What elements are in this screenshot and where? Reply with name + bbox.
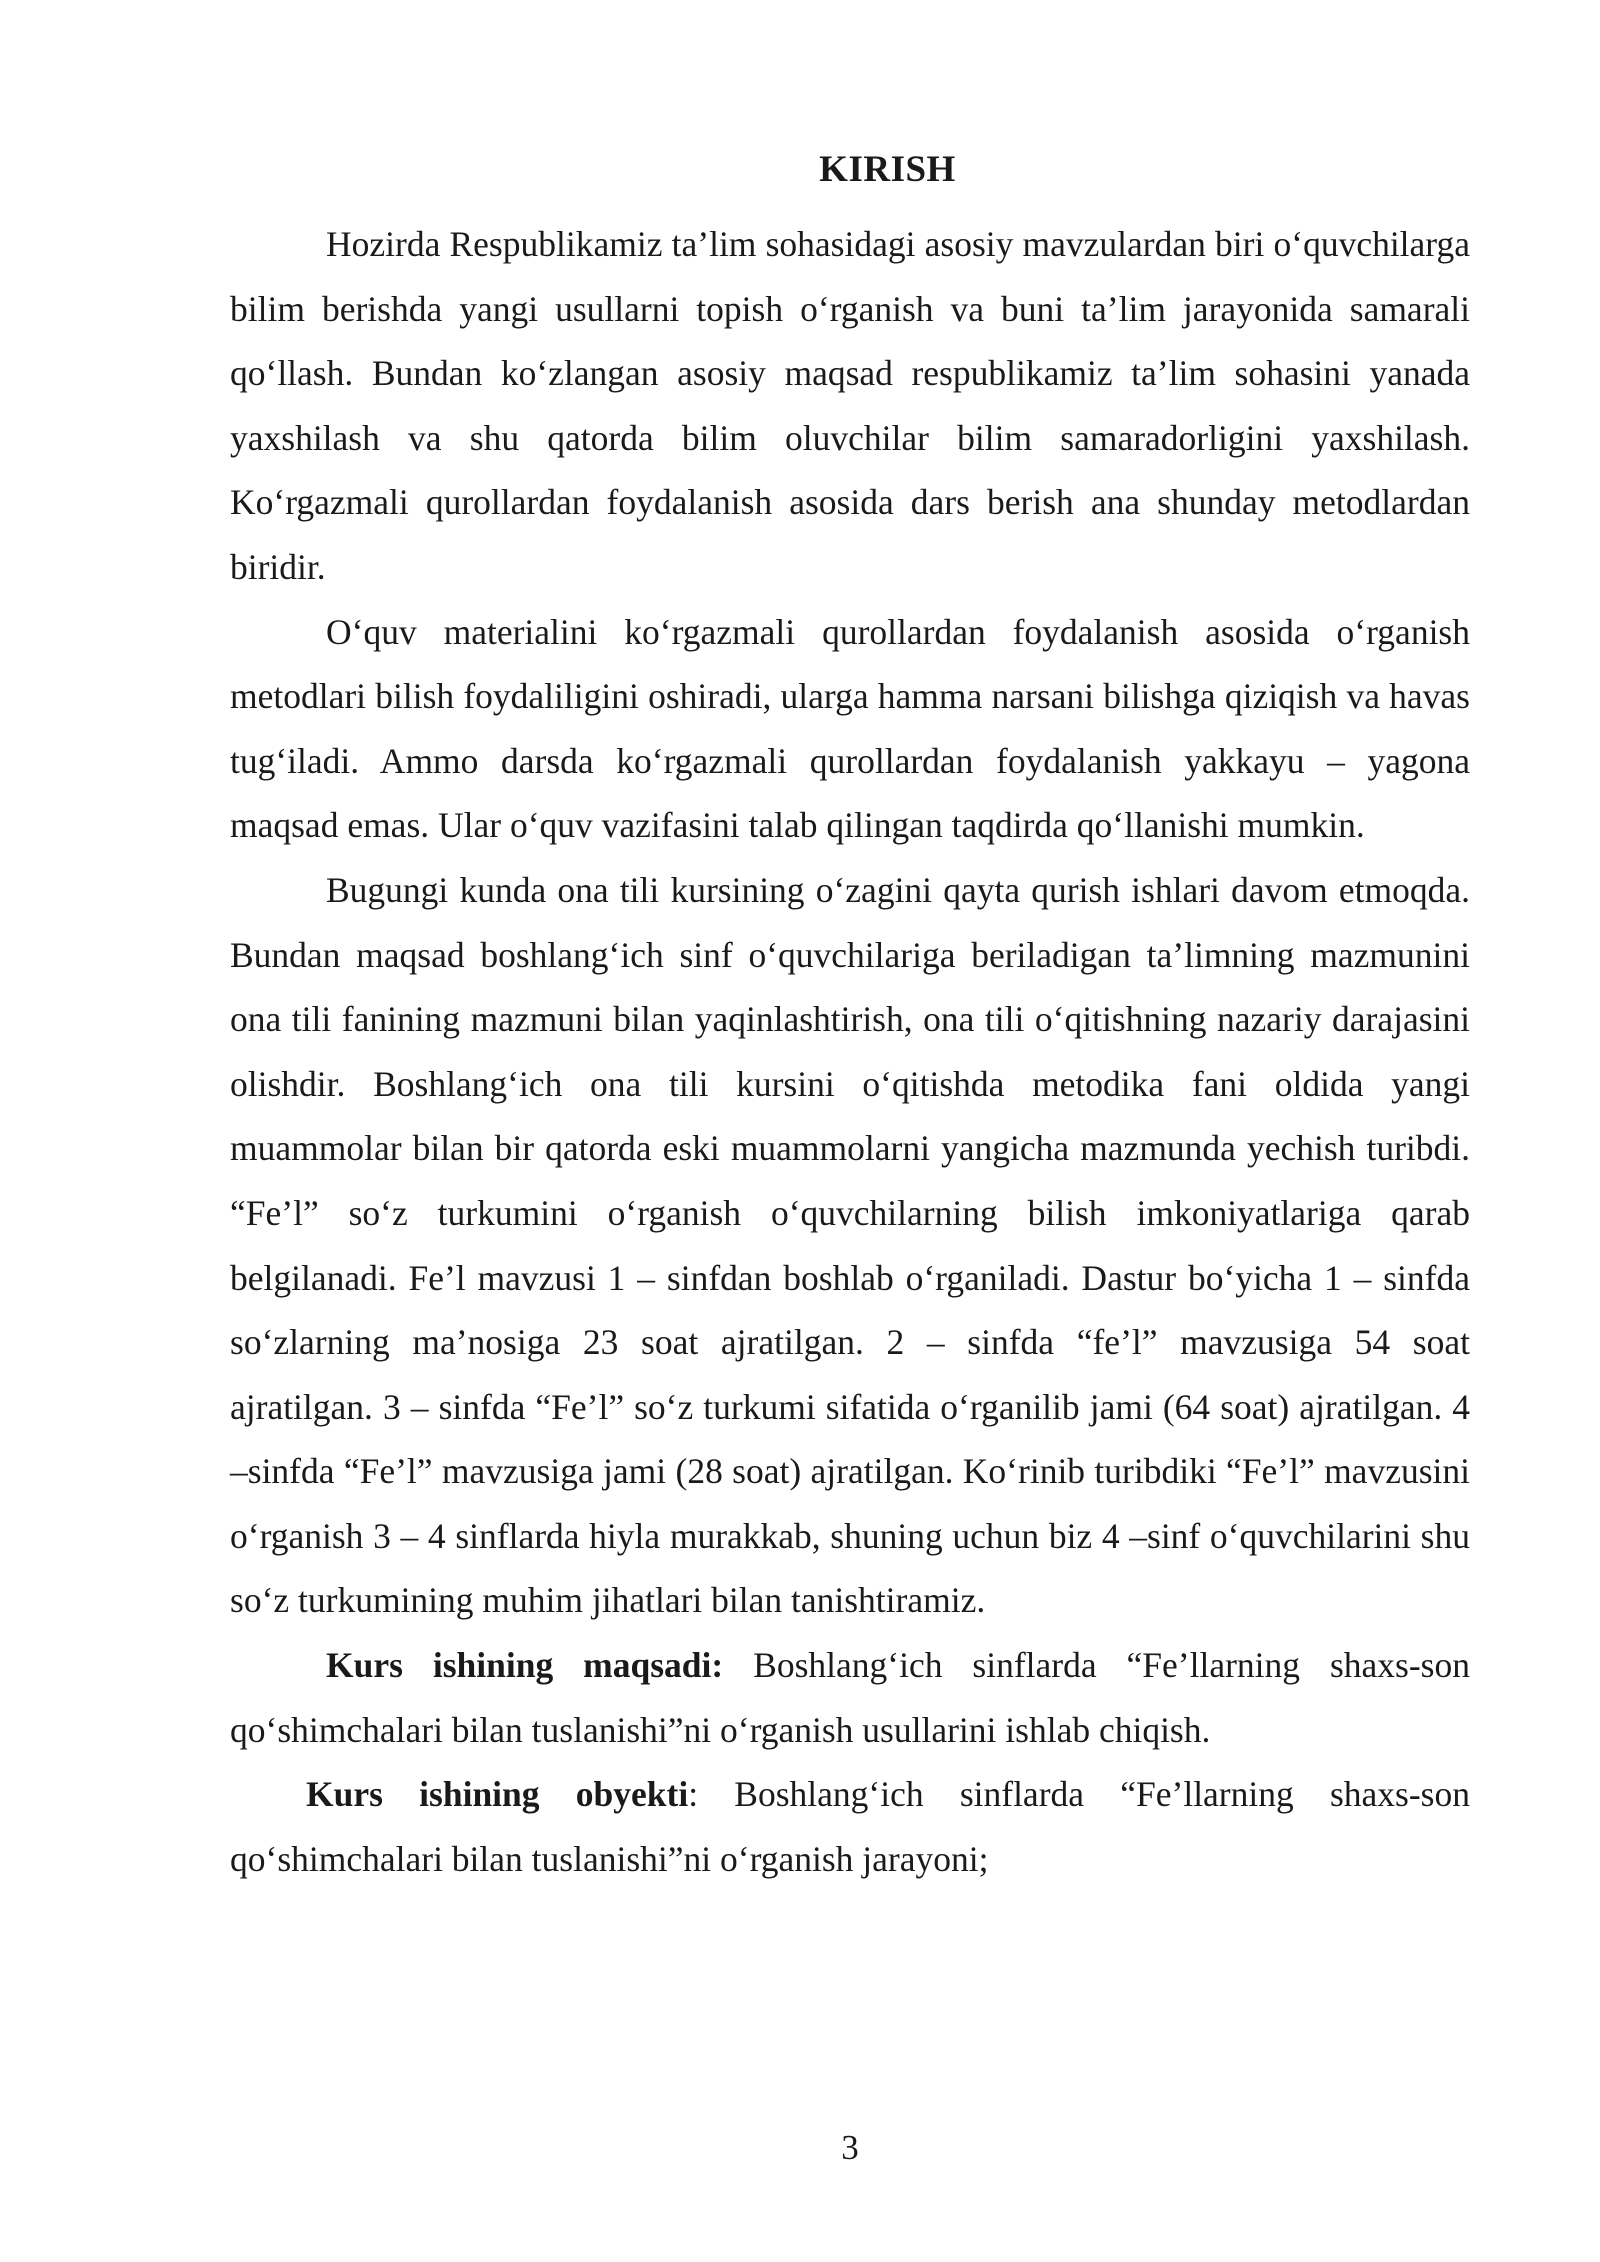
course-object-text: : Boshlang‘ich sinflarda “Fe’llarning shaxs-son qo‘shimchalari bilan tuslanishi”ni o‘rganish jarayoni;: [230, 1774, 1470, 1879]
course-goal-label: Kurs ishining maqsadi:: [326, 1645, 724, 1686]
paragraph-course-goal: [230, 1633, 1470, 1762]
paragraph-intro: Hozirda Respublikamiz ta’lim sohasidagi asosiy mavzulardan biri o‘quvchilarga bilim berishda yangi usullarni topish o‘rganish va buni ta’lim jarayonida samarali qo‘llash. Bundan ko‘zlangan asosiy maqsad respublikamiz ta’lim sohasini yanada yaxshilash va shu qatorda bilim oluvchilar bilim samaradorligini yaxshilash. Ko‘rgazmali qurollardan foydalanish asosida dars berish ana shunday metodlardan biridir.: [230, 224, 1470, 587]
document-body: [230, 212, 1470, 1891]
paragraph-course-object: [230, 1762, 1470, 1891]
page-title: KIRISH: [819, 149, 956, 190]
course-goal-text: Boshlang‘ich sinflarda “Fe’llarning shaxs-son qo‘shimchalari bilan tuslanishi”ni o‘rganish usullarini ishlab chiqish.: [230, 1645, 1471, 1750]
course-object-label: Kurs ishining obyekti: [306, 1774, 689, 1815]
paragraph-materials: O‘quv materialini ko‘rgazmali qurollardan foydalanish asosida o‘rganish metodlari bilish foydaliligini oshiradi, ularga hamma narsani bilishga qiziqish va havas tug‘iladi. Ammo darsda ko‘rgazmali qurollardan foydalanish yakkayu – yagona maqsad emas. Ular o‘quv vazifasini talab qilingan taqdirda qo‘llanishi mumkin.: [230, 611, 1470, 846]
page-number: 3: [841, 2128, 859, 2167]
paragraph-curriculum: Bugungi kunda ona tili kursining o‘zagini qayta qurish ishlari davom etmoqda. Bundan maqsad boshlang‘ich sinf o‘quvchilariga beriladigan ta’limning mazmunini ona tili fanining mazmuni bilan yaqinlashtirish, ona tili o‘qitishning nazariy darajasini olishdir. Boshlang‘ich ona tili kursini o‘qitishda metodika fani oldida yangi muammolar bilan bir qatorda eski muammolarni yangicha mazmunda yechish turibdi. “Fe’l” so‘z turkumini o‘rganish o‘quvchilarning bilish imkoniyatlariga qarab belgilanadi. Fe’l mavzusi 1 – sinfdan boshlab o‘rganiladi. Dastur bo‘yicha 1 – sinfda so‘zlarning ma’nosiga 23 soat ajratilgan. 2 – sinfda “fe’l” mavzusiga 54 soat ajratilgan. 3 – sinfda “Fe’l” so‘z turkumi sifatida o‘rganilib jami (64 soat) ajratilgan. 4 –sinfda “Fe’l” mavzusiga jami (28 soat) ajratilgan. Ko‘rinib turibdiki “Fe’l” mavzusini o‘rganish 3 – 4 sinflarda hiyla murakkab, shuning uchun biz 4 –sinf o‘quvchilarini shu so‘z turkumining muhim jihatlari bilan tanishtiramiz.: [230, 869, 1470, 1621]
